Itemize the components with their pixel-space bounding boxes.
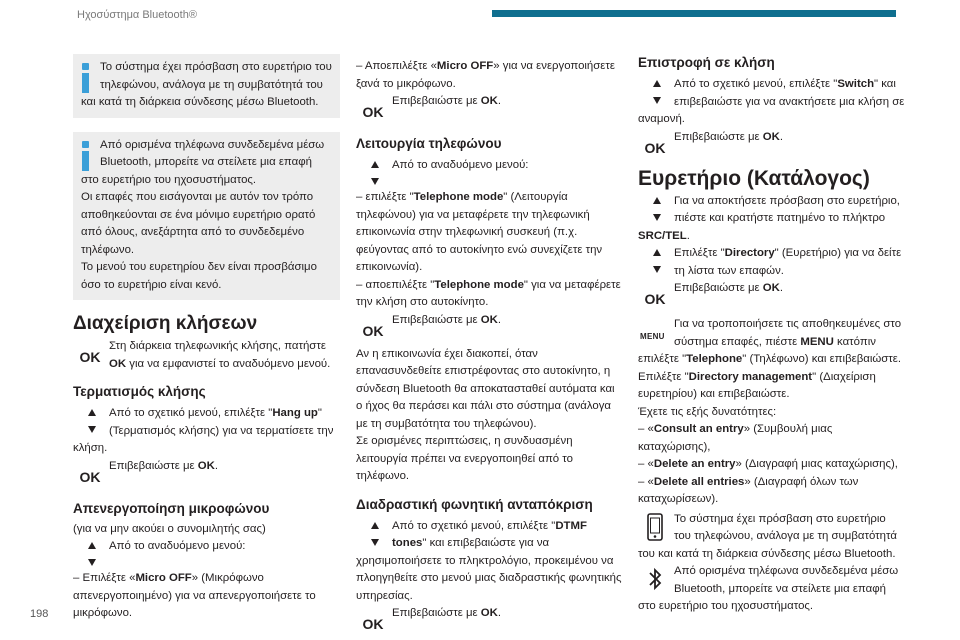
directory-step: Για να αποκτήσετε πρόσβαση στο ευρετήριο, πιέστε και κρατήστε πατημένο το πλήκτρο SRC/TEL. <box>638 194 900 242</box>
heading-mute: Απενεργοποίηση μικροφώνου <box>73 500 270 516</box>
confirm-step: OK Επιβεβαιώστε με OK. <box>356 605 624 635</box>
mute-intro: (για να μην ακούει ο συνομιλητής σας) <box>73 522 266 535</box>
option-delete: – «Delete an entry» (Διαγραφή μιας καταχώρισης), <box>638 458 898 470</box>
page-number: 198 <box>30 608 49 620</box>
ok-button-icon: OK <box>79 468 101 485</box>
heading-return-call: Επιστροφή σε κλήση <box>638 55 775 70</box>
menu-step: MENU Για να τροποποιήσετε τις αποθηκευμένες στο σύστημα επαφές, πιέστε MENU κατόπιν επιλέξτε "Telephone" (Τηλέφωνο) και επιβεβαιώστε. <box>638 318 902 365</box>
confirm-step: OK Επιβεβαιώστε με OK. <box>638 280 905 310</box>
header-bar <box>492 10 896 17</box>
ok-button-icon: OK <box>79 349 101 365</box>
bluetooth-note: Από ορισμένα τηλέφωνα συνδεδεμένα μέσω Bluetooth, μπορείτε να στείλετε μια επαφή στο ευρετήριο του ηχοσυστήματος. <box>638 565 899 612</box>
hangup-step: Από το σχετικό μενού, επιλέξτε "Hang up" (Τερματισμός κλήσης) για να τερματίσετε την κλήση. <box>73 407 334 454</box>
arrow-keys-icon <box>638 76 674 108</box>
phone-step: Από το αναδυόμενο μενού: <box>356 157 624 189</box>
arrow-keys-icon <box>638 245 674 277</box>
arrow-keys-icon <box>73 538 109 570</box>
call-ok-step: OK Στη διάρκεια τηλεφωνικής κλήσης, πατήστε OK για να εμφανιστεί το αναδυόμενο μενού. <box>73 338 340 373</box>
column-1 <box>73 46 340 623</box>
confirm-step: OK Επιβεβαιώστε με OK. <box>73 458 340 488</box>
confirm-step: OK Επιβεβαιώστε με OK. <box>638 129 905 159</box>
heading-call-management: Διαχείριση κλήσεων <box>73 313 258 334</box>
header-title: Ηχοσύστημα Bluetooth® <box>77 9 197 21</box>
reconnect-paragraph: Αν η επικοινωνία έχει διακοπεί, όταν επανασυνδεθείτε επιστρέφοντας στο αυτοκίνητο, η σύνδεση Bluetooth θα αποκατασταθεί αυτόματα και ο ήχος θα περάσει και πάλι στο σύστημα (ανάλογα με τη συμβατότητα του τηλεφώνου). <box>356 347 615 430</box>
note-text: Το μενού του ευρετηρίου δεν είναι προσβάσιμο όσο το ευρετήριο είναι κενό. <box>81 261 317 291</box>
column-2 <box>356 58 624 635</box>
arrow-keys-icon <box>356 518 392 550</box>
info-note-1 <box>73 54 340 118</box>
heading-end-call: Τερματισμός κλήσης <box>73 384 206 399</box>
heading-phone-mode: Λειτουργία τηλεφώνου <box>356 136 502 151</box>
mute-instruction: – Επιλέξτε «Micro OFF» (Μικρόφωνο απενεργοποιημένο) για να απενεργοποιήσετε το μικρόφωνο. <box>73 572 316 619</box>
note-text: Οι επαφές που εισάγονται με αυτόν τον τρόπο αποθηκεύονται σε ένα μόνιμο ευρετήριο ορατό από όλους, ανεξάρτητα από το συνδεδεμένο τηλέφωνο. <box>81 191 316 256</box>
info-icon <box>81 63 90 93</box>
phone-note: Το σύστημα έχει πρόσβαση στο ευρετήριο του τηλεφώνου, ανάλογα με τη συμβατότητά του και κατά τη διάρκεια σύνδεσης μέσω Bluetooth. <box>638 512 897 560</box>
ok-button-icon: OK <box>362 322 384 339</box>
note-text: Από ορισμένα τηλέφωνα συνδεδεμένα μέσω Bluetooth, μπορείτε να στείλετε μια επαφή στο ευρετήριο του ηχοσυστήματος. <box>81 138 325 186</box>
ok-button-icon: OK <box>362 616 384 632</box>
info-icon <box>81 141 90 171</box>
mute-step: Από το αναδυόμενο μενού: <box>73 538 340 570</box>
smartphone-icon <box>638 511 674 543</box>
phone-instruction-1: – επιλέξτε "Telephone mode" (Λειτουργία τηλεφώνου) για να μεταφέρετε την τηλεφωνική επικοινωνία στην τηλεφωνική συσκευή (π.χ. φεύγοντας από το αυτοκίνητο ενώ συνεχίζετε την επικοινωνία). <box>356 191 603 273</box>
menu-button-icon: MENU <box>640 332 665 341</box>
confirm-step: OK Επιβεβαιώστε με OK. <box>356 93 624 123</box>
dtmf-step: Από το σχετικό μενού, επιλέξτε "DTMF tones" και επιβεβαιώστε για να χρησιμοποιήσετε το πληκτρολόγιο, προκειμένου να πλοηγηθείτε στο μενού μιας διαδραστικής φωνητικής υπηρεσίας. <box>356 519 622 602</box>
heading-directory: Ευρετήριο (Κατάλογος) <box>638 166 870 190</box>
unmute-instruction: – Αποεπιλέξτε «Micro OFF» για να ενεργοποιήσετε ξανά το μικρόφωνο. <box>356 60 615 90</box>
option-delete-all: – «Delete all entries» (Διαγραφή όλων των καταχωρίσεων). <box>638 475 859 505</box>
bluetooth-icon <box>638 563 674 595</box>
return-step: Από το σχετικό μενού, επιλέξτε "Switch" και επιβεβαιώστε για να ανακτήσετε μια κλήση σε αναμονή. <box>638 78 905 125</box>
menu-instruction-2: Επιλέξτε "Directory management" (Διαχείριση ευρετηρίου) και επιβεβαιώστε. <box>638 370 876 400</box>
confirm-step: OK Επιβεβαιώστε με OK. <box>356 312 624 342</box>
arrow-keys-icon <box>356 157 392 189</box>
arrow-keys-icon <box>73 405 109 437</box>
options-intro: Έχετε τις εξής δυνατότητες: <box>638 405 777 418</box>
ok-button-icon: OK <box>644 291 666 307</box>
phone-instruction-2: – αποεπιλέξτε "Telephone mode" για να μεταφέρετε την κλήση στο αυτοκίνητο. <box>356 278 621 308</box>
ok-button-icon: OK <box>644 139 666 156</box>
column-3 <box>638 54 905 616</box>
heading-dtmf: Διαδραστική φωνητική ανταπόκριση <box>356 496 593 512</box>
note-text: Το σύστημα έχει πρόσβαση στο ευρετήριο του τηλεφώνου, ανάλογα με τη συμβατότητά του και κατά τη διάρκεια σύνδεσης μέσω Bluetooth. <box>81 61 332 108</box>
combined-mode-paragraph: Σε ορισμένες περιπτώσεις, η συνδυασμένη λειτουργία πρέπει να ενεργοποιηθεί από το τηλέφωνο. <box>356 435 573 482</box>
option-consult: – «Consult an entry» (Συμβουλή μιας καταχώρισης), <box>638 423 833 453</box>
ok-button-icon: OK <box>362 104 384 120</box>
directory-select-step: Επιλέξτε "Directory" (Ευρετήριο) για να δείτε τη λίστα των επαφών. <box>638 245 905 280</box>
arrow-keys-icon <box>638 193 674 225</box>
info-note-2 <box>73 132 340 301</box>
